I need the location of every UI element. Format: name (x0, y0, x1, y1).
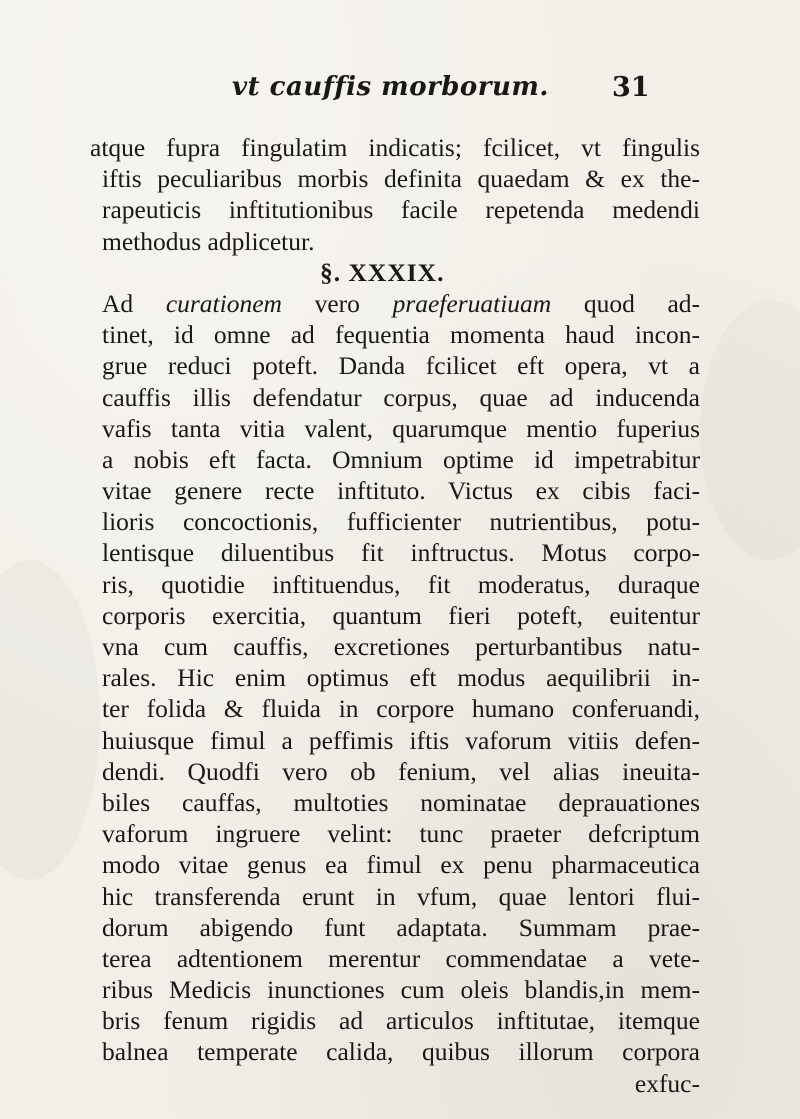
text-line: balnea temperate calida, quibus illorum corpora (102, 1037, 700, 1067)
paper-stain (0, 560, 100, 880)
text-line: iftis peculiaribus morbis definita quaedam & ex the- (102, 164, 700, 194)
text-line: terea adtentionem merentur commendatae a vete- (102, 943, 700, 973)
text-line: ris, quotidie inftituendus, fit moderatus, duraque (102, 569, 700, 599)
text-line: ter folida & fluida in corpore humano conferuandi, (102, 694, 700, 724)
catchword: exfuc- (634, 1068, 700, 1098)
text-line: huiusque fimul a peffimis iftis vaforum vitiis defen- (102, 725, 700, 755)
text-line: biles cauffas, multoties nominatae deprauationes (102, 787, 700, 817)
text-line: dendi. Quodfi vero ob fenium, vel alias ineuita- (102, 756, 700, 786)
section-heading: §. XXXIX. (320, 257, 445, 287)
text-line: vna cum cauffis, excretiones perturbantibus natu- (102, 632, 700, 661)
italic-term: praeferuatiuam (392, 288, 552, 318)
text-line (90, 288, 700, 319)
page-number: 31 (612, 72, 650, 103)
text-line: vaforum ingruere velint: tunc praeter defcriptum (102, 819, 700, 849)
text-fragment: quod ad- (583, 288, 701, 318)
text-line: vafis tanta vitia valent, quarumque mentio fuperius (102, 413, 700, 443)
text-line: methodus adplicetur. (102, 226, 315, 256)
paper-stain (700, 300, 800, 560)
text-line: rales. Hic enim optimus eft modus aequilibrii in- (102, 663, 700, 693)
text-fragment: Ad (102, 288, 134, 318)
text-line: dorum abigendo funt adaptata. Summam prae- (102, 912, 700, 942)
text-line: rapeuticis inftitutionibus facile repetenda medendi (102, 195, 700, 225)
text-line: hic transferenda erunt in vfum, quae lentori flui- (102, 881, 700, 911)
text-line: modo vitae genus ea fimul ex penu pharmaceutica (102, 850, 700, 880)
page-header (0, 72, 800, 112)
text-line: vitae genere recte inftituto. Victus ex cibis faci- (102, 476, 700, 506)
text-fragment: vero (314, 288, 360, 318)
italic-term: curationem (165, 288, 282, 318)
body-text (90, 132, 700, 1099)
text-line: ribus Medicis inunctiones cum oleis blandis,in mem- (102, 975, 700, 1005)
running-head: vt cauffis morborum. (232, 72, 549, 102)
text-line: atque fupra fingulatim indicatis; fcilicet, vt fingulis (90, 133, 700, 162)
text-line: lentisque diluentibus fit inftructus. Motus corpo- (102, 538, 700, 568)
text-line: tinet, id omne ad fequentia momenta haud incon- (102, 320, 700, 350)
text-line: cauffis illis defendatur corpus, quae ad inducenda (102, 382, 700, 412)
text-line: bris fenum rigidis ad articulos inftitutae, itemque (102, 1006, 700, 1036)
text-line: corporis exercitia, quantum fieri poteft, euitentur (102, 600, 700, 630)
text-line: lioris concoctionis, fufficienter nutrientibus, potu- (102, 507, 700, 537)
text-line: a nobis eft facta. Omnium optime id impetrabitur (102, 444, 700, 474)
text-line: grue reduci poteft. Danda fcilicet eft opera, vt a (102, 351, 700, 381)
